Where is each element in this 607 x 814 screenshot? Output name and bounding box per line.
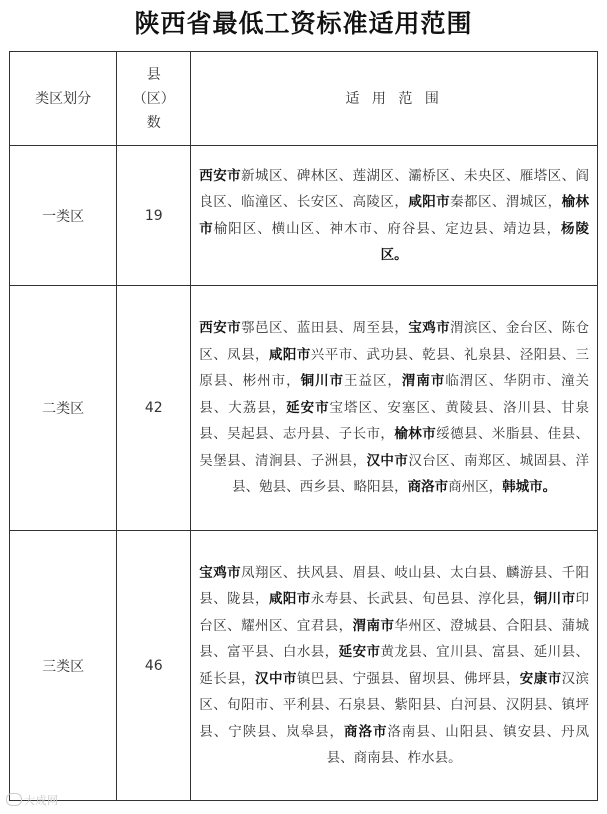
district-list: 镇巴县、宁强县、留坝县、佛坪县，	[296, 670, 520, 687]
header-scope: 适 用 范 围	[191, 52, 598, 146]
watermark-logo-icon	[6, 793, 22, 806]
table-row	[10, 531, 598, 801]
watermark-text: 大成网	[24, 794, 59, 807]
city-name: 商洛市	[407, 479, 449, 496]
district-list: 秦都区、渭城区，	[450, 194, 562, 210]
table-header-row	[10, 52, 598, 146]
district-list: 鄠邑区、蓝田县、周至县，	[241, 320, 409, 337]
district-list: 临渭区、华阴市、潼关县、大荔县，	[199, 373, 590, 416]
district-list: 凤翔区、扶风县、眉县、岐山县、太白县、麟游县、千阳县、陇县，	[199, 564, 590, 607]
district-list: 渭滨区、金台区、陈仓区、凤县，	[199, 320, 590, 363]
city-name: 宝鸡市	[408, 320, 451, 337]
district-list: 绥德县、米脂县、佳县、吴堡县、清涧县、子洲县，	[199, 426, 590, 469]
city-name: 西安市	[199, 167, 242, 184]
city-name: 延安市	[338, 644, 381, 660]
city-name: 榆林市	[394, 426, 437, 443]
header-count-line: 县	[146, 66, 161, 83]
city-name: 杨陵区。	[380, 220, 590, 263]
city-name: 汉中市	[255, 670, 297, 687]
district-list: 商州区，	[448, 479, 503, 496]
city-name: 延安市	[286, 399, 330, 416]
category-cell: 三类区	[10, 531, 117, 801]
city-name: 渭南市	[352, 617, 395, 634]
count-cell: 19	[117, 146, 191, 286]
district-list: 汉滨区、旬阳市、平利县、石泉县、紫阳县、白河县、汉阴县、镇坪县、宁陕县、岚皋县，	[199, 670, 590, 740]
district-list: 汉台区、南郑区、城固县、洋县、勉县、西乡县、略阳县，	[232, 452, 590, 496]
city-name: 咸阳市	[408, 194, 451, 210]
city-name: 商洛市	[344, 723, 388, 740]
count-cell: 42	[117, 286, 191, 531]
city-name: 铜川市	[300, 373, 345, 390]
count-cell: 46	[117, 531, 191, 801]
district-list: 华州区、澄城县、合阳县、蒲城县、富平县、白水县，	[199, 617, 590, 660]
minimum-wage-scope-table	[9, 51, 598, 801]
header-category: 类区划分	[10, 52, 117, 146]
district-list: 宝塔区、安塞区、黄陵县、洛川县、甘泉县、吴起县、志丹县、子长市，	[199, 399, 590, 443]
table-row	[10, 286, 598, 531]
city-name: 西安市	[199, 320, 242, 337]
district-list: 印台区、耀州区、宜君县，	[199, 591, 590, 634]
scope-cell	[191, 286, 598, 531]
header-count-line: （区）	[132, 90, 175, 107]
city-name: 韩城市。	[502, 479, 557, 496]
city-name: 铜川市	[533, 591, 576, 607]
page-title: 陕西省最低工资标准适用范围	[134, 9, 473, 38]
city-name: 汉中市	[366, 452, 409, 469]
district-list: 新城区、碑林区、莲湖区、灞桥区、未央区、雁塔区、阎良区、临潼区、长安区、高陵区，	[199, 167, 590, 210]
city-name: 咸阳市	[268, 591, 311, 607]
table-row	[10, 146, 598, 286]
scope-cell	[191, 531, 598, 801]
district-list: 榆阳区、横山区、神木市、府谷县、定边县、靖边县，	[213, 220, 562, 237]
watermark	[6, 792, 59, 808]
header-count	[117, 52, 191, 146]
scope-cell	[191, 146, 598, 286]
district-list: 永寿县、长武县、旬邑县、淳化县，	[310, 591, 534, 607]
city-name: 渭南市	[401, 373, 446, 390]
city-name: 咸阳市	[268, 346, 311, 363]
category-cell: 二类区	[10, 286, 117, 531]
category-cell: 一类区	[10, 146, 117, 286]
city-name: 安康市	[519, 670, 562, 687]
district-list: 王益区，	[344, 373, 402, 390]
city-name: 宝鸡市	[199, 564, 242, 581]
district-list: 洛南县、山阳县、镇安县、丹凤县、商南县、柞水县。	[326, 723, 590, 766]
district-list: 兴平市、武功县、乾县、礼泉县、泾阳县、三原县、彬州市，	[199, 346, 590, 390]
header-count-line: 数	[146, 114, 161, 131]
city-name: 榆林市	[199, 194, 590, 237]
district-list: 黄龙县、宜川县、富县、延川县、延长县，	[199, 644, 590, 687]
